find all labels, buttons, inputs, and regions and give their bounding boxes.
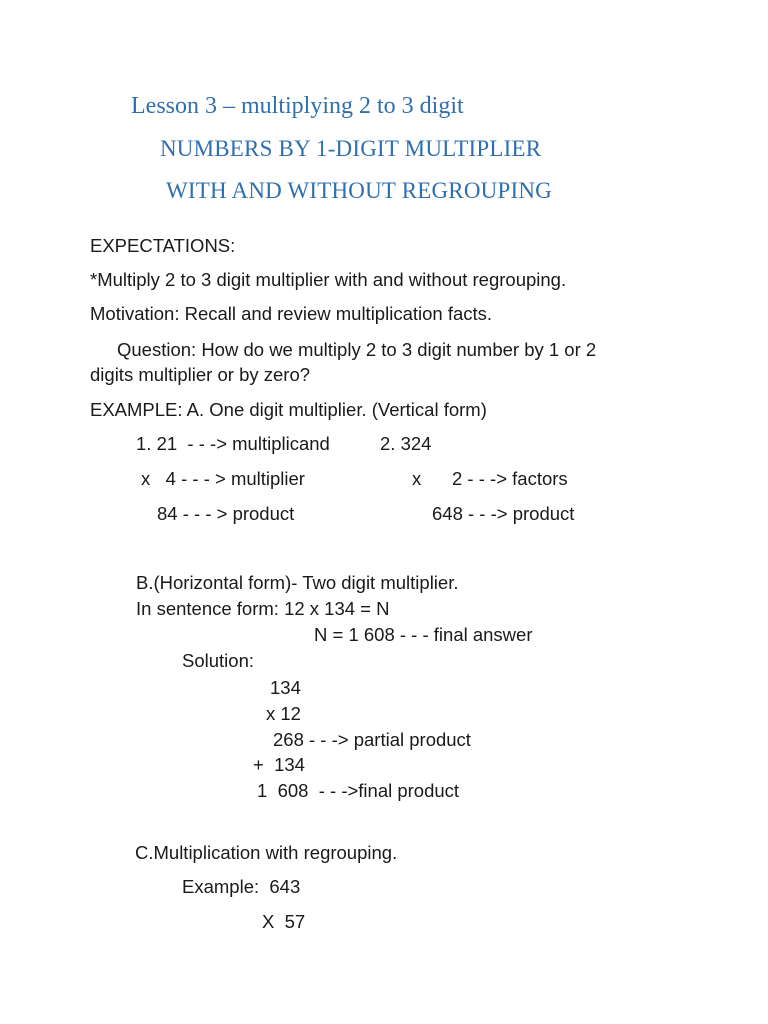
example-a-1-row-3: 84 - - - > product xyxy=(157,503,295,524)
motivation-text: Motivation: Recall and review multiplication facts. xyxy=(90,303,493,324)
example-c-multiplier: X 57 xyxy=(262,911,306,932)
example-a-2-row-1: 2. 324 xyxy=(380,433,432,454)
example-a-1-row-2: x 4 - - - > multiplier xyxy=(141,468,305,489)
example-a-heading: EXAMPLE: A. One digit multiplier. (Vertical form) xyxy=(90,399,487,420)
example-a-2-row-2: 2 - - -> factors xyxy=(452,468,568,489)
lesson-title: Lesson 3 – multiplying 2 to 3 digit xyxy=(131,93,464,119)
solution-line-1: 134 xyxy=(270,677,301,698)
solution-line-5: 1 608 - - ->final product xyxy=(257,780,460,801)
example-c-heading: C.Multiplication with regrouping. xyxy=(135,842,398,863)
example-a-2-times: x xyxy=(412,468,422,489)
example-b-answer: N = 1 608 - - - final answer xyxy=(314,624,533,645)
solution-label: Solution: xyxy=(182,650,254,671)
example-a-1-row-1: 1. 21 - - -> multiplicand xyxy=(136,433,330,454)
question-line-1: Question: How do we multiply 2 to 3 digit number by 1 or 2 xyxy=(117,339,597,360)
example-c-example: Example: 643 xyxy=(182,876,301,897)
title-line-3: WITH AND WITHOUT REGROUPING xyxy=(166,178,552,203)
expectations-heading: EXPECTATIONS: xyxy=(90,235,236,256)
solution-line-3: 268 - - -> partial product xyxy=(273,729,471,750)
example-a-2-row-3: 648 - - -> product xyxy=(432,503,575,524)
example-b-sentence: In sentence form: 12 x 134 = N xyxy=(136,598,390,619)
expectations-item: *Multiply 2 to 3 digit multiplier with and without regrouping. xyxy=(90,269,567,290)
solution-line-4: + 134 xyxy=(253,754,305,775)
example-b-heading: B.(Horizontal form)- Two digit multiplier. xyxy=(136,572,459,593)
title-line-2: NUMBERS BY 1-DIGIT MULTIPLIER xyxy=(160,136,542,161)
solution-line-2: x 12 xyxy=(266,703,301,724)
question-line-2: digits multiplier or by zero? xyxy=(90,364,311,385)
